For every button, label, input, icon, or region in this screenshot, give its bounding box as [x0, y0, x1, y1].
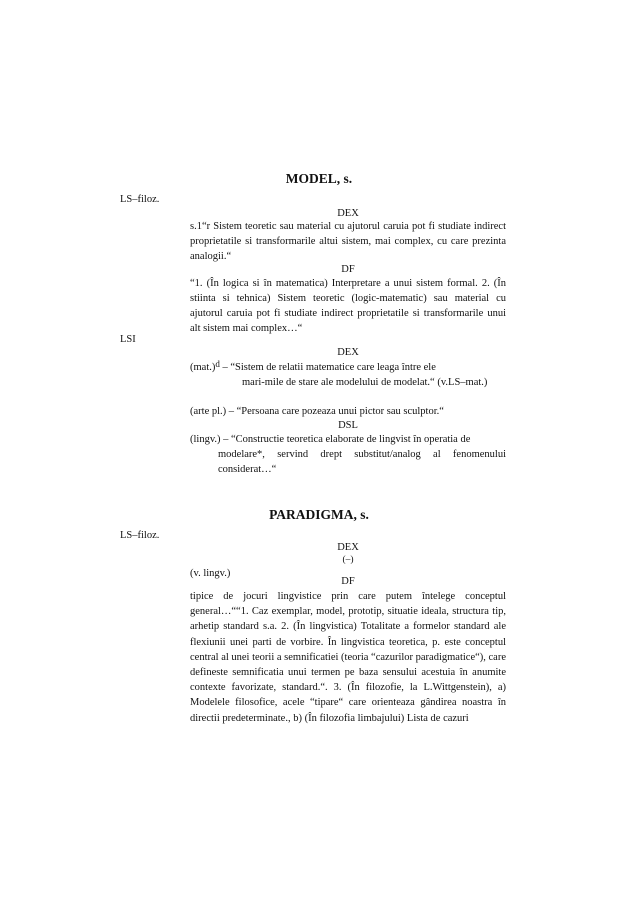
definition-mat-first: [190, 360, 506, 375]
definition-lingv-rest: modelare*, servind drept substitut/analog al fenomenului considerat…“: [218, 449, 506, 475]
definition-mat-text: – “Sistem de relatii matematice care leaga între ele: [219, 362, 436, 373]
source-dex: DEX: [337, 542, 359, 553]
definition-lingv: [190, 432, 506, 477]
source-dex: DEX: [337, 347, 359, 358]
domain-v-lingv: (v. lingv.): [190, 568, 231, 579]
definition-mat-rest: mari-mile de stare ale modelului de modelat.“ (v.LS–mat.): [242, 377, 488, 388]
entry-title-model: MODEL, s.: [285, 171, 353, 186]
definition-mat: [190, 360, 506, 390]
source-dsl: DSL: [338, 420, 358, 431]
definition-df: tipice de jocuri lingvistice prin care putem întelege conceptul general…““1. Caz exemplar, model, prototip, situatie ideala, structura tip, arhetip standard s.a. 2. (În lingvistica) Totalitate a formelor standard ale flexiunii unei parti de vorbire. În lingvistica teoretica, p. este conceptul central al unei teorii a semnificatiei (teoria “cazurilor paradigmatice“), care defineste semnificatia unui termen pe baza sensului acestuia în anumite contexte favorizate, standard.“. 3. (În filozofie, la L.Wittgenstein), a) Modelele filosofice, acele “tipare“ care orienteaza gândirea noastra în directii predeterminate., b) (În filozofia limbajului) Lista de cazuri: [190, 591, 506, 724]
label-ls-filoz: LS–filoz.: [120, 530, 160, 541]
source-dex: DEX: [337, 208, 359, 219]
mat-superscript: d: [215, 359, 220, 369]
label-lsi: LSI: [120, 334, 136, 345]
definition-arte: (arte pl.) – “Persoana care pozeaza unui pictor sau sculptor.“: [190, 406, 444, 417]
source-df: DF: [341, 264, 355, 275]
label-ls-filoz: LS–filoz.: [120, 194, 160, 205]
source-df: DF: [341, 576, 355, 587]
entry-title-paradigma: PARADIGMA, s.: [269, 507, 369, 522]
definition-lingv-first: (lingv.) – “Constructie teoretica elaborate de lingvist în operatia de: [190, 434, 471, 445]
domain-mat: (mat.): [190, 362, 216, 373]
definition-dex: s.1“r Sistem teoretic sau material cu ajutorul caruia pot fi studiate indirect proprietatile si transformarile altui sistem, mai complex, cu care prezinta analogii.“: [190, 221, 506, 262]
source-dex-note: (–): [342, 555, 354, 565]
definition-df: “1. (În logica si în matematica) Interpretare a unui sistem formal. 2. (În stiinta si tehnica) Sistem teoretic (logic-matematic) sau material cu ajutorul caruia pot fi studiate indirect proprietatile si transformarile unui alt sistem mai complex…“: [190, 278, 506, 334]
